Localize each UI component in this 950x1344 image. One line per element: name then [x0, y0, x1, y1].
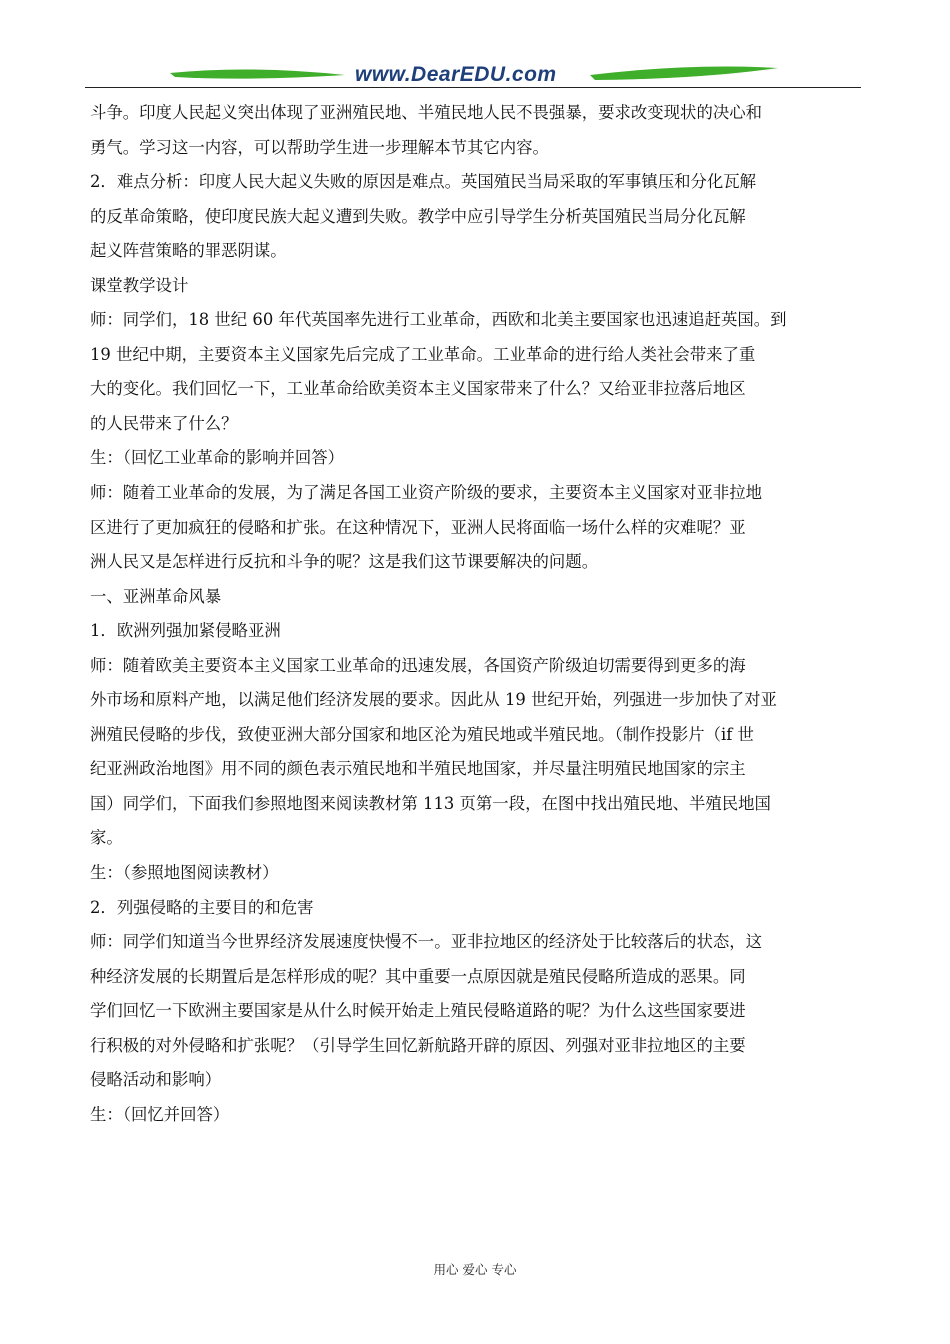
- site-url-logo[interactable]: www.DearEDU.com: [355, 63, 557, 86]
- text-line: 洲殖民侵略的步伐，致使亚洲大部分国家和地区沦为殖民地或半殖民地。（制作投影片（if 世: [90, 724, 754, 744]
- text-line: 1．欧洲列强加紧侵略亚洲: [90, 621, 281, 641]
- text-line: 19 世纪中期，主要资本主义国家先后完成了工业革命。工业革命的进行给人类社会带来了重: [90, 344, 756, 364]
- text-line: 生：（参照地图阅读教材）: [90, 863, 279, 883]
- page-footer: 用心 爱心 专心: [433, 1262, 517, 1277]
- left-swoosh: [170, 69, 345, 78]
- text-line: 起义阵营策略的罪恶阴谋。: [90, 241, 287, 261]
- text-line: 师：同学们，18 世纪 60 年代英国率先进行工业革命，西欧和北美主要国家也迅速追赶英国。到: [90, 310, 787, 330]
- text-line: 行积极的对外侵略和扩张呢？（引导学生回忆新航路开辟的原因、列强对亚非拉地区的主要: [90, 1035, 746, 1055]
- text-line: 生：（回忆并回答）: [90, 1104, 230, 1124]
- text-line: 勇气。学习这一内容，可以帮助学生进一步理解本节其它内容。: [90, 137, 549, 157]
- text-line: 的反革命策略，使印度民族大起义遭到失败。教学中应引导学生分析英国殖民当局分化瓦解: [90, 206, 746, 226]
- text-line: 侵略活动和影响）: [90, 1070, 222, 1090]
- text-line: 2．列强侵略的主要目的和危害: [90, 897, 314, 917]
- text-line: 种经济发展的长期置后是怎样形成的呢？其中重要一点原因就是殖民侵略所造成的恶果。同: [90, 966, 746, 986]
- text-line: 师：同学们知道当今世界经济发展速度快慢不一。亚非拉地区的经济处于比较落后的状态，这: [90, 932, 763, 952]
- site-header: [0, 55, 950, 95]
- header-divider: [85, 87, 861, 88]
- text-line: 斗争。印度人民起义突出体现了亚洲殖民地、半殖民地人民不畏强暴，要求改变现状的决心和: [90, 103, 763, 122]
- text-line: 区进行了更加疯狂的侵略和扩张。在这种情况下，亚洲人民将面临一场什么样的灾难呢？亚: [90, 517, 746, 537]
- text-line: 的人民带来了什么？: [90, 413, 238, 433]
- text-line: 大的变化。我们回忆一下，工业革命给欧美资本主义国家带来了什么？又给亚非拉落后地区: [90, 379, 746, 399]
- text-line: 师：随着工业革命的发展，为了满足各国工业资产阶级的要求，主要资本主义国家对亚非拉地: [90, 483, 763, 503]
- right-swoosh: [590, 67, 778, 80]
- text-line: 洲人民又是怎样进行反抗和斗争的呢？这是我们这节课要解决的问题。: [90, 552, 599, 572]
- text-line: 家。: [90, 828, 123, 848]
- text-line: 课堂教学设计: [90, 275, 189, 295]
- text-line: 一、亚洲革命风暴: [90, 586, 222, 606]
- text-line: 2．难点分析：印度人民大起义失败的原因是难点。英国殖民当局采取的军事镇压和分化瓦解: [90, 172, 757, 192]
- text-line: 外市场和原料产地，以满足他们经济发展的要求。因此从 19 世纪开始，列强进一步加快了对亚: [90, 690, 777, 710]
- text-line: 学们回忆一下欧洲主要国家是从什么时候开始走上殖民侵略道路的呢？为什么这些国家要进: [90, 1001, 746, 1021]
- text-line: 师：随着欧美主要资本主义国家工业革命的迅速发展，各国资产阶级迫切需要得到更多的海: [90, 655, 746, 675]
- document-body: [90, 96, 860, 1132]
- text-line: 生：（回忆工业革命的影响并回答）: [90, 448, 345, 468]
- text-line: 纪亚洲政治地图》用不同的颜色表示殖民地和半殖民地国家，并尽量注明殖民地国家的宗主: [90, 759, 746, 779]
- text-line: 国）同学们，下面我们参照地图来阅读教材第 113 页第一段，在图中找出殖民地、半殖民地国: [90, 793, 771, 813]
